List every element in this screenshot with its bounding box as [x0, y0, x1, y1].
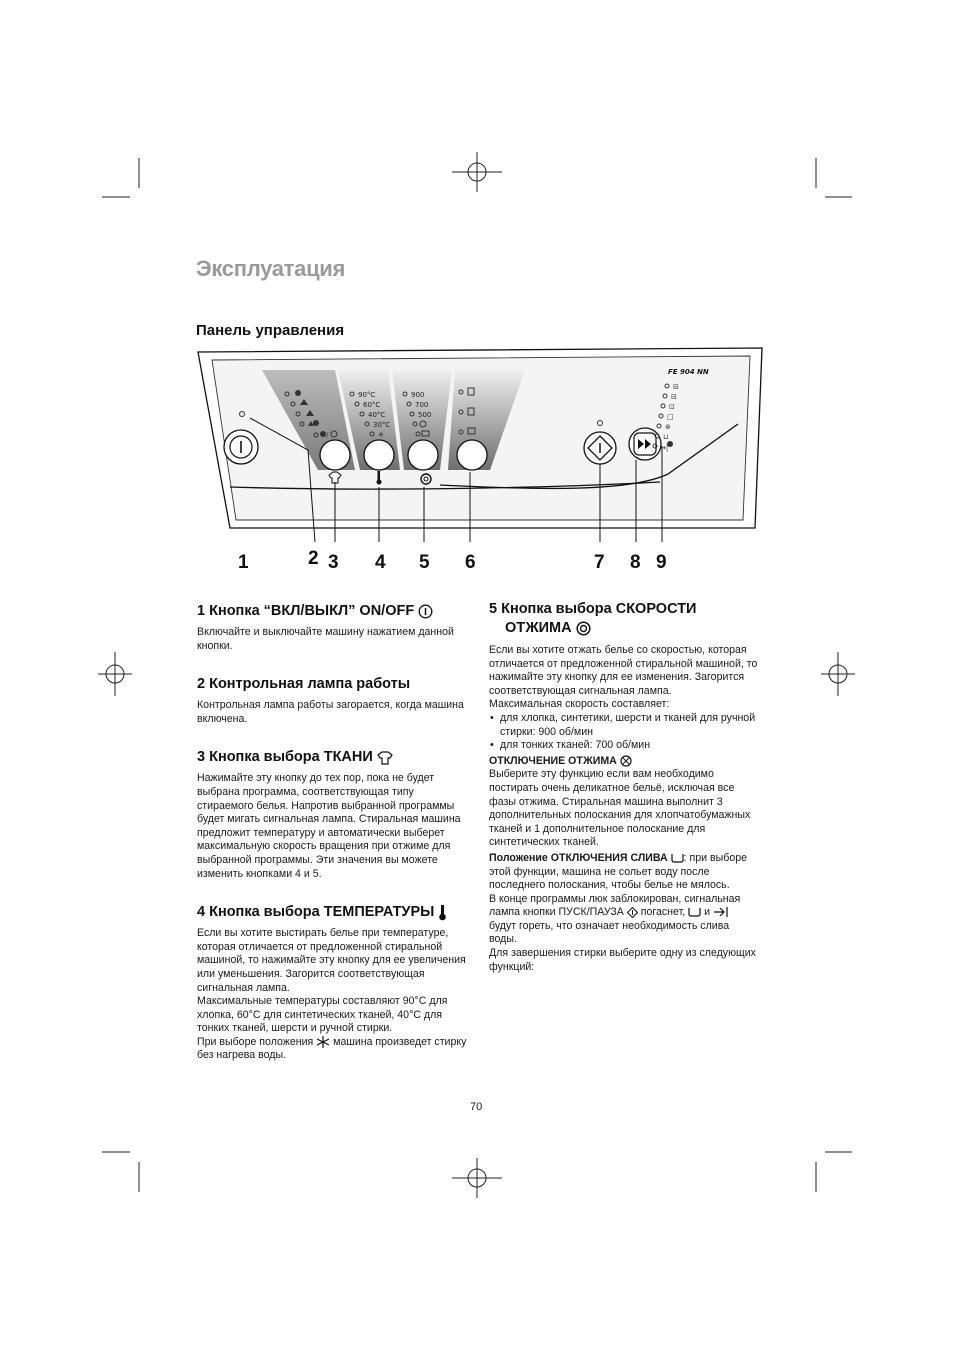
svg-text:/: / [326, 431, 329, 439]
svg-text:✳: ✳ [378, 431, 384, 439]
page-title: Эксплуатация [196, 256, 346, 281]
svg-text:⊛: ⊛ [665, 423, 671, 431]
arrow-end-icon [713, 907, 729, 917]
tub-icon [671, 853, 684, 863]
section-2-title: 2 Контрольная лампа работы [197, 676, 411, 693]
section-1-text: Включайте и выключайте машину нажатием данной кнопки. [197, 626, 454, 652]
no-spin-icon [620, 755, 632, 767]
speed-label: 900 [411, 391, 425, 399]
callout-2: 2 [308, 548, 319, 569]
no-drain-text: Положение ОТКЛЮЧЕНИЯ СЛИВА : при выборе этой функции, машина не сольет воду после последнего полоскания, чтобы белье не мялось. [489, 851, 748, 892]
callout-7: 7 [594, 552, 605, 573]
page-number: 70 [470, 1101, 483, 1113]
temp-label: 90°C [358, 391, 376, 399]
cold-wash-icon [316, 1036, 330, 1048]
start-pause-icon [627, 907, 638, 918]
speed-label: 500 [418, 411, 432, 419]
section-1-title: 1 Кнопка “ВКЛ/ВЫКЛ” ON/OFF [197, 602, 467, 620]
callout-1: 1 [238, 552, 249, 573]
max-speed-bullet: • для хлопка, синтетики, шерсти и тканей для ручной стирки: 900 об/мин [489, 712, 759, 739]
section-5-title-line2: ОТЖИМА [489, 619, 759, 638]
section-3-text: Нажимайте эту кнопку до тех пор, пока не будет выбрана программа, соответствующая типу стираемого белья. Напротив выбранной программы будет мигать сигнальная лампа. Стиральная машина предложит температуру и автоматически выберет максимальную скорость вращения при отжиме для выбранной программы. Эти значения вы можете изменить кнопками 4 и 5. [197, 772, 461, 880]
svg-text:→|: →| [660, 444, 669, 452]
final-text: Для завершения стирки выберите одну из следующих функций: [489, 947, 756, 973]
callout-9: 9 [656, 552, 667, 573]
no-spin-title: ОТКЛЮЧЕНИЕ ОТЖИМА [489, 755, 759, 769]
section-4-text3: При выборе положения машина произведет стирку без нагрева воды. [197, 1035, 467, 1062]
section-3-title: 3 Кнопка выбора ТКАНИ [197, 748, 467, 766]
temp-label: 60°C [363, 401, 381, 409]
spin-icon [576, 621, 591, 636]
callout-6: 6 [465, 552, 476, 573]
control-panel-diagram [190, 342, 770, 542]
speed-label: 700 [415, 401, 429, 409]
section-2-text: Контрольная лампа работы загорается, когда машина включена. [197, 699, 464, 725]
max-speed-intro: Максимальная скорость составляет: [489, 698, 670, 711]
model-label: FE 904 NN [668, 368, 709, 376]
tshirt-icon [377, 751, 393, 765]
svg-text:⊔: ⊔ [663, 433, 669, 441]
callout-3: 3 [328, 552, 339, 573]
thermometer-icon [438, 904, 447, 921]
section-5-text: Если вы хотите отжать белье со скоростью, которая отличается от предложенной стиральной машиной, то нажимайте эту кнопку для ее изменения. Загорится соответствующая сигнальная лампа. [489, 644, 758, 697]
callout-8: 8 [630, 552, 641, 573]
section-4-title: 4 Кнопка выбора ТЕМПЕРАТУРЫ [197, 903, 467, 921]
tub-icon [688, 907, 701, 917]
no-spin-text: Выберите эту функцию если вам необходимо постирать очень деликатное бельё, исключая все фазы отжима. Стиральная машина выполнит 3 дополнительных полоскания для хлопчатобумажных тканей и 1 дополнительное полоскание для синтетических тканей. [489, 768, 751, 849]
svg-text:⊡: ⊡ [669, 403, 675, 411]
no-drain-title: Положение ОТКЛЮЧЕНИЯ СЛИВА [489, 851, 668, 864]
right-column [489, 600, 759, 974]
temp-label: 40°C [368, 411, 386, 419]
section-5-title-line1: 5 Кнопка выбора СКОРОСТИ [489, 601, 697, 617]
svg-text:⊟: ⊟ [673, 383, 679, 391]
panel-heading: Панель управления [196, 322, 345, 339]
svg-text:⊟: ⊟ [671, 393, 677, 401]
end-program-text: В конце программы люк заблокирован, сигнальная лампа кнопки ПУСК/ПАУЗА погаснет, и будут гореть, что означает необходимость слива воды. [489, 892, 741, 946]
svg-text:□: □ [667, 413, 674, 421]
section-4-text2: Максимальные температуры составляют 90°C для хлопка, 60°C для синтетических тканей, 40°C для тонких тканей, шерсти и ручной стирки. [197, 995, 448, 1035]
callout-4: 4 [375, 552, 386, 573]
temp-label: 30°C [373, 421, 391, 429]
left-column [197, 602, 467, 1063]
power-icon [418, 604, 433, 619]
section-4-text: Если вы хотите выстирать белье при температуре, которая отличается от предложенной стиральной машиной, то нажимайте эту кнопку для ее увеличения или уменьшения. Загорится соответствующая сигнальная лампа. [197, 927, 466, 994]
max-speed-bullet: • для тонких тканей: 700 об/мин [489, 739, 759, 753]
callout-5: 5 [419, 552, 430, 573]
